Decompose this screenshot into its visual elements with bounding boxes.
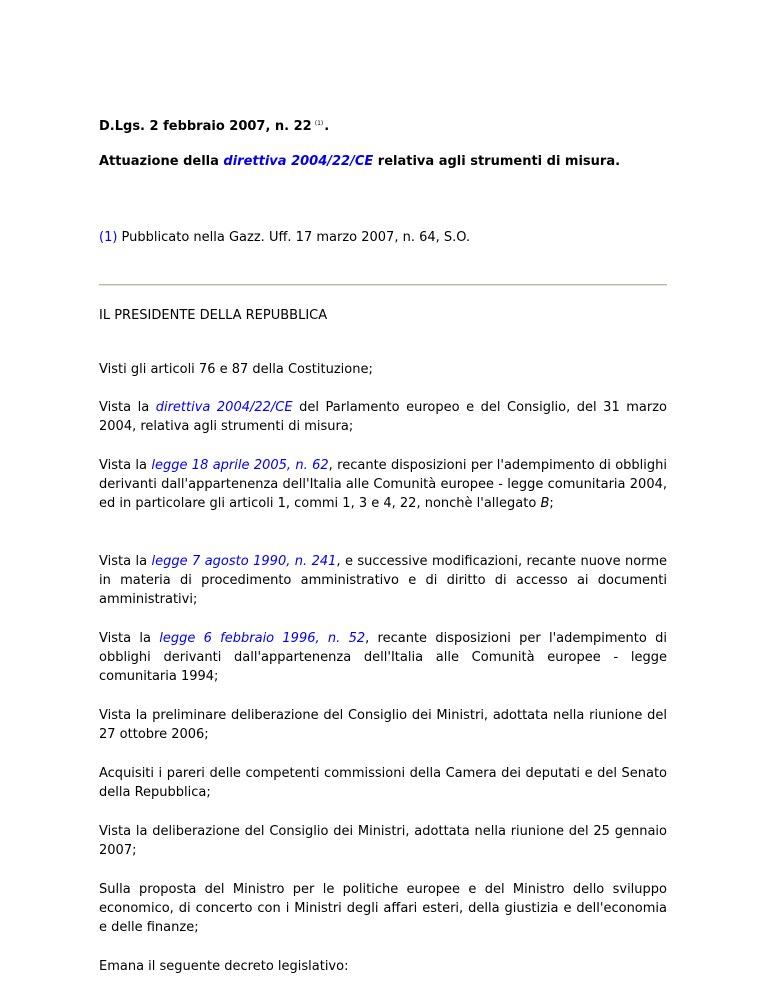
paragraph-legge-2005 [99,456,667,513]
paragraph-emana: Emana il seguente decreto legislativo: [99,959,349,974]
paragraph-legge-2005-prefix: Vista la [99,458,152,473]
subtitle-text-1: Attuazione della [99,154,219,169]
paragraph-legge-1990-text: , e successive modificazioni, recante nuove norme in materia di procedimento amministrativo e di diritto di accesso ai documenti amministrativi; [99,554,667,607]
paragraph-costituzione: Visti gli articoli 76 e 87 della Costituzione; [99,362,373,377]
section-divider [99,284,667,286]
paragraph-legge-2005-end: ; [549,496,554,511]
paragraph-legge-1990 [99,552,667,609]
allegato-b-label: B [540,496,550,511]
legge-1996-link[interactable]: legge 6 febbraio 1996, n. 52 [159,631,366,646]
paragraph-deliberazione: Vista la deliberazione del Consiglio dei Ministri, adottata nella riunione del 25 gennaio 2007; [99,824,667,858]
decree-title [99,114,667,136]
decree-title-period: . [324,119,330,134]
footnote-text: Pubblicato nella Gazz. Uff. 17 marzo 2007, n. 64, S.O. [117,230,471,245]
paragraph-legge-1996-prefix: Vista la [99,631,160,646]
paragraph-directive [99,398,667,436]
paragraph-directive-prefix: Vista la [99,400,156,415]
footnote [99,228,667,247]
paragraph-pareri: Acquisiti i pareri delle competenti commissioni della Camera dei deputati e del Senato della Repubblica; [99,766,667,800]
legge-1990-link[interactable]: legge 7 agosto 1990, n. 241 [151,554,337,569]
directive-link-subtitle[interactable]: direttiva 2004/22/CE [223,154,374,169]
paragraph-preliminare: Vista la preliminare deliberazione del Consiglio dei Ministri, adottata nella riunione del 27 ottobre 2006; [99,708,667,742]
subtitle-text-2: relativa agli strumenti di misura. [377,154,621,169]
paragraph-legge-2005-text: , recante disposizioni per l'adempimento di obblighi derivanti dall'appartenenza dell'Italia alle Comunità europee - legge comunitaria 2004, ed in particolare gli articoli 1, commi 1, 3 e 4, 22, nonchè l'allegato [99,458,667,511]
title-footnote-marker[interactable]: (1) [314,120,324,127]
directive-link-body[interactable]: direttiva 2004/22/CE [155,400,293,415]
paragraph-legge-1990-prefix: Vista la [99,554,152,569]
decree-title-text: D.Lgs. 2 febbraio 2007, n. 22 [99,119,312,134]
paragraph-legge-1996-text: , recante disposizioni per l'adempimento di obblighi derivanti dall'appartenenza dell'Italia alle Comunità europee - legge comunitaria 1994; [99,631,667,684]
paragraph-proposta: Sulla proposta del Ministro per le politiche europee e del Ministro dello sviluppo economico, di concerto con i Ministri degli affari esteri, della giustizia e dell'economia e delle finanze; [99,882,667,935]
footnote-ref-link[interactable]: (1) [99,230,118,245]
paragraph-directive-text: del Parlamento europeo e del Consiglio, del 31 marzo 2004, relativa agli strumenti di misura; [99,400,668,434]
legge-2005-link[interactable]: legge 18 aprile 2005, n. 62 [151,458,329,473]
president-heading: IL PRESIDENTE DELLA REPUBBLICA [99,308,328,323]
paragraph-legge-1996 [99,629,667,686]
decree-subtitle [99,152,667,171]
